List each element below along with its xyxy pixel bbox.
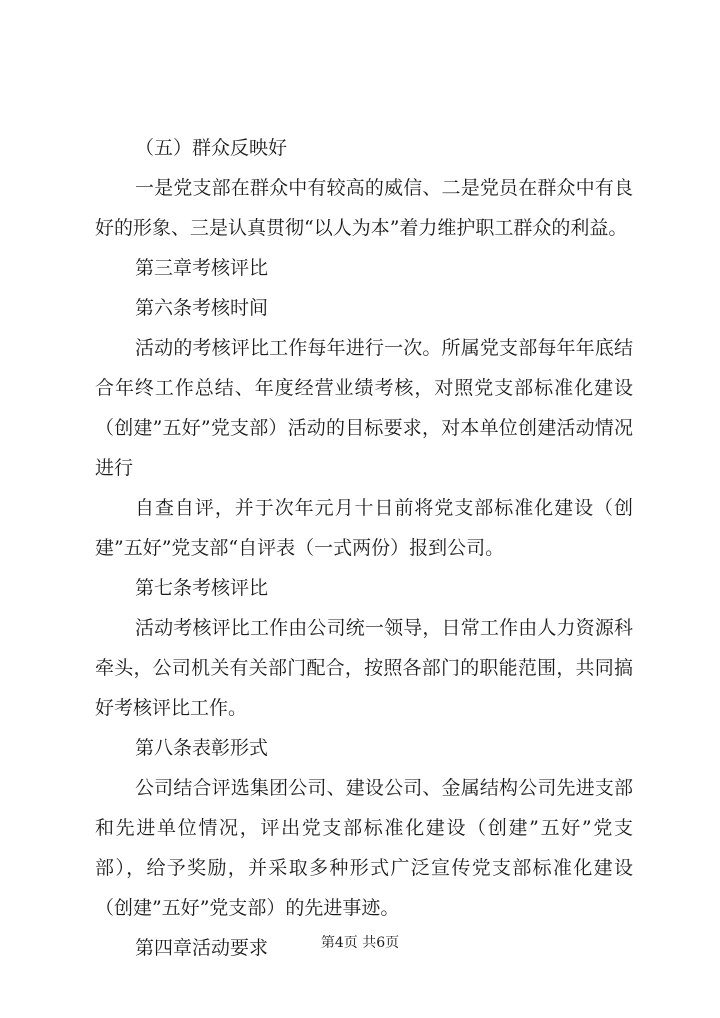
paragraph: 公司结合评选集团公司、建设公司、金属结构公司先进支部和先进单位情况，评出党支部标准化建设（创建”五好”党支部），给予奖励，并采取多种形式广泛宣传党支部标准化建设（创建”五好”党支部）的先进事迹。 [95,777,633,919]
paragraph: 活动考核评比工作由公司统一领导，日常工作由人力资源科牵头，公司机关有关部门配合，按照各部门的职能范围，共同搞好考核评比工作。 [95,617,633,719]
paragraph: 自查自评，并于次年元月十日前将党支部标准化建设（创建”五好”党支部“自评表（一式两份）报到公司。 [95,497,633,559]
paragraph: 一是党支部在群众中有较高的威信、二是党员在群众中有良好的形象、三是认真贯彻“以人为本”着力维护职工群众的利益。 [95,177,633,239]
chapter-heading: 第三章考核评比 [135,257,269,279]
document-body [95,128,633,968]
paragraph: 活动的考核评比工作每年进行一次。所属党支部每年年底结合年终工作总结、年度经营业绩考核，对照党支部标准化建设（创建”五好”党支部）活动的目标要求，对本单位创建活动情况进行 [95,337,633,479]
article-heading: 第七条考核评比 [135,577,269,599]
article-heading: 第八条表彰形式 [135,737,269,759]
article-heading: 第六条考核时间 [135,297,269,319]
chapter-heading: 第四章活动要求 [135,937,269,959]
paragraph-heading-5: （五）群众反映好 [135,137,288,159]
page-footer [0,932,720,952]
page-number: 第4页 共6页 [320,935,400,951]
